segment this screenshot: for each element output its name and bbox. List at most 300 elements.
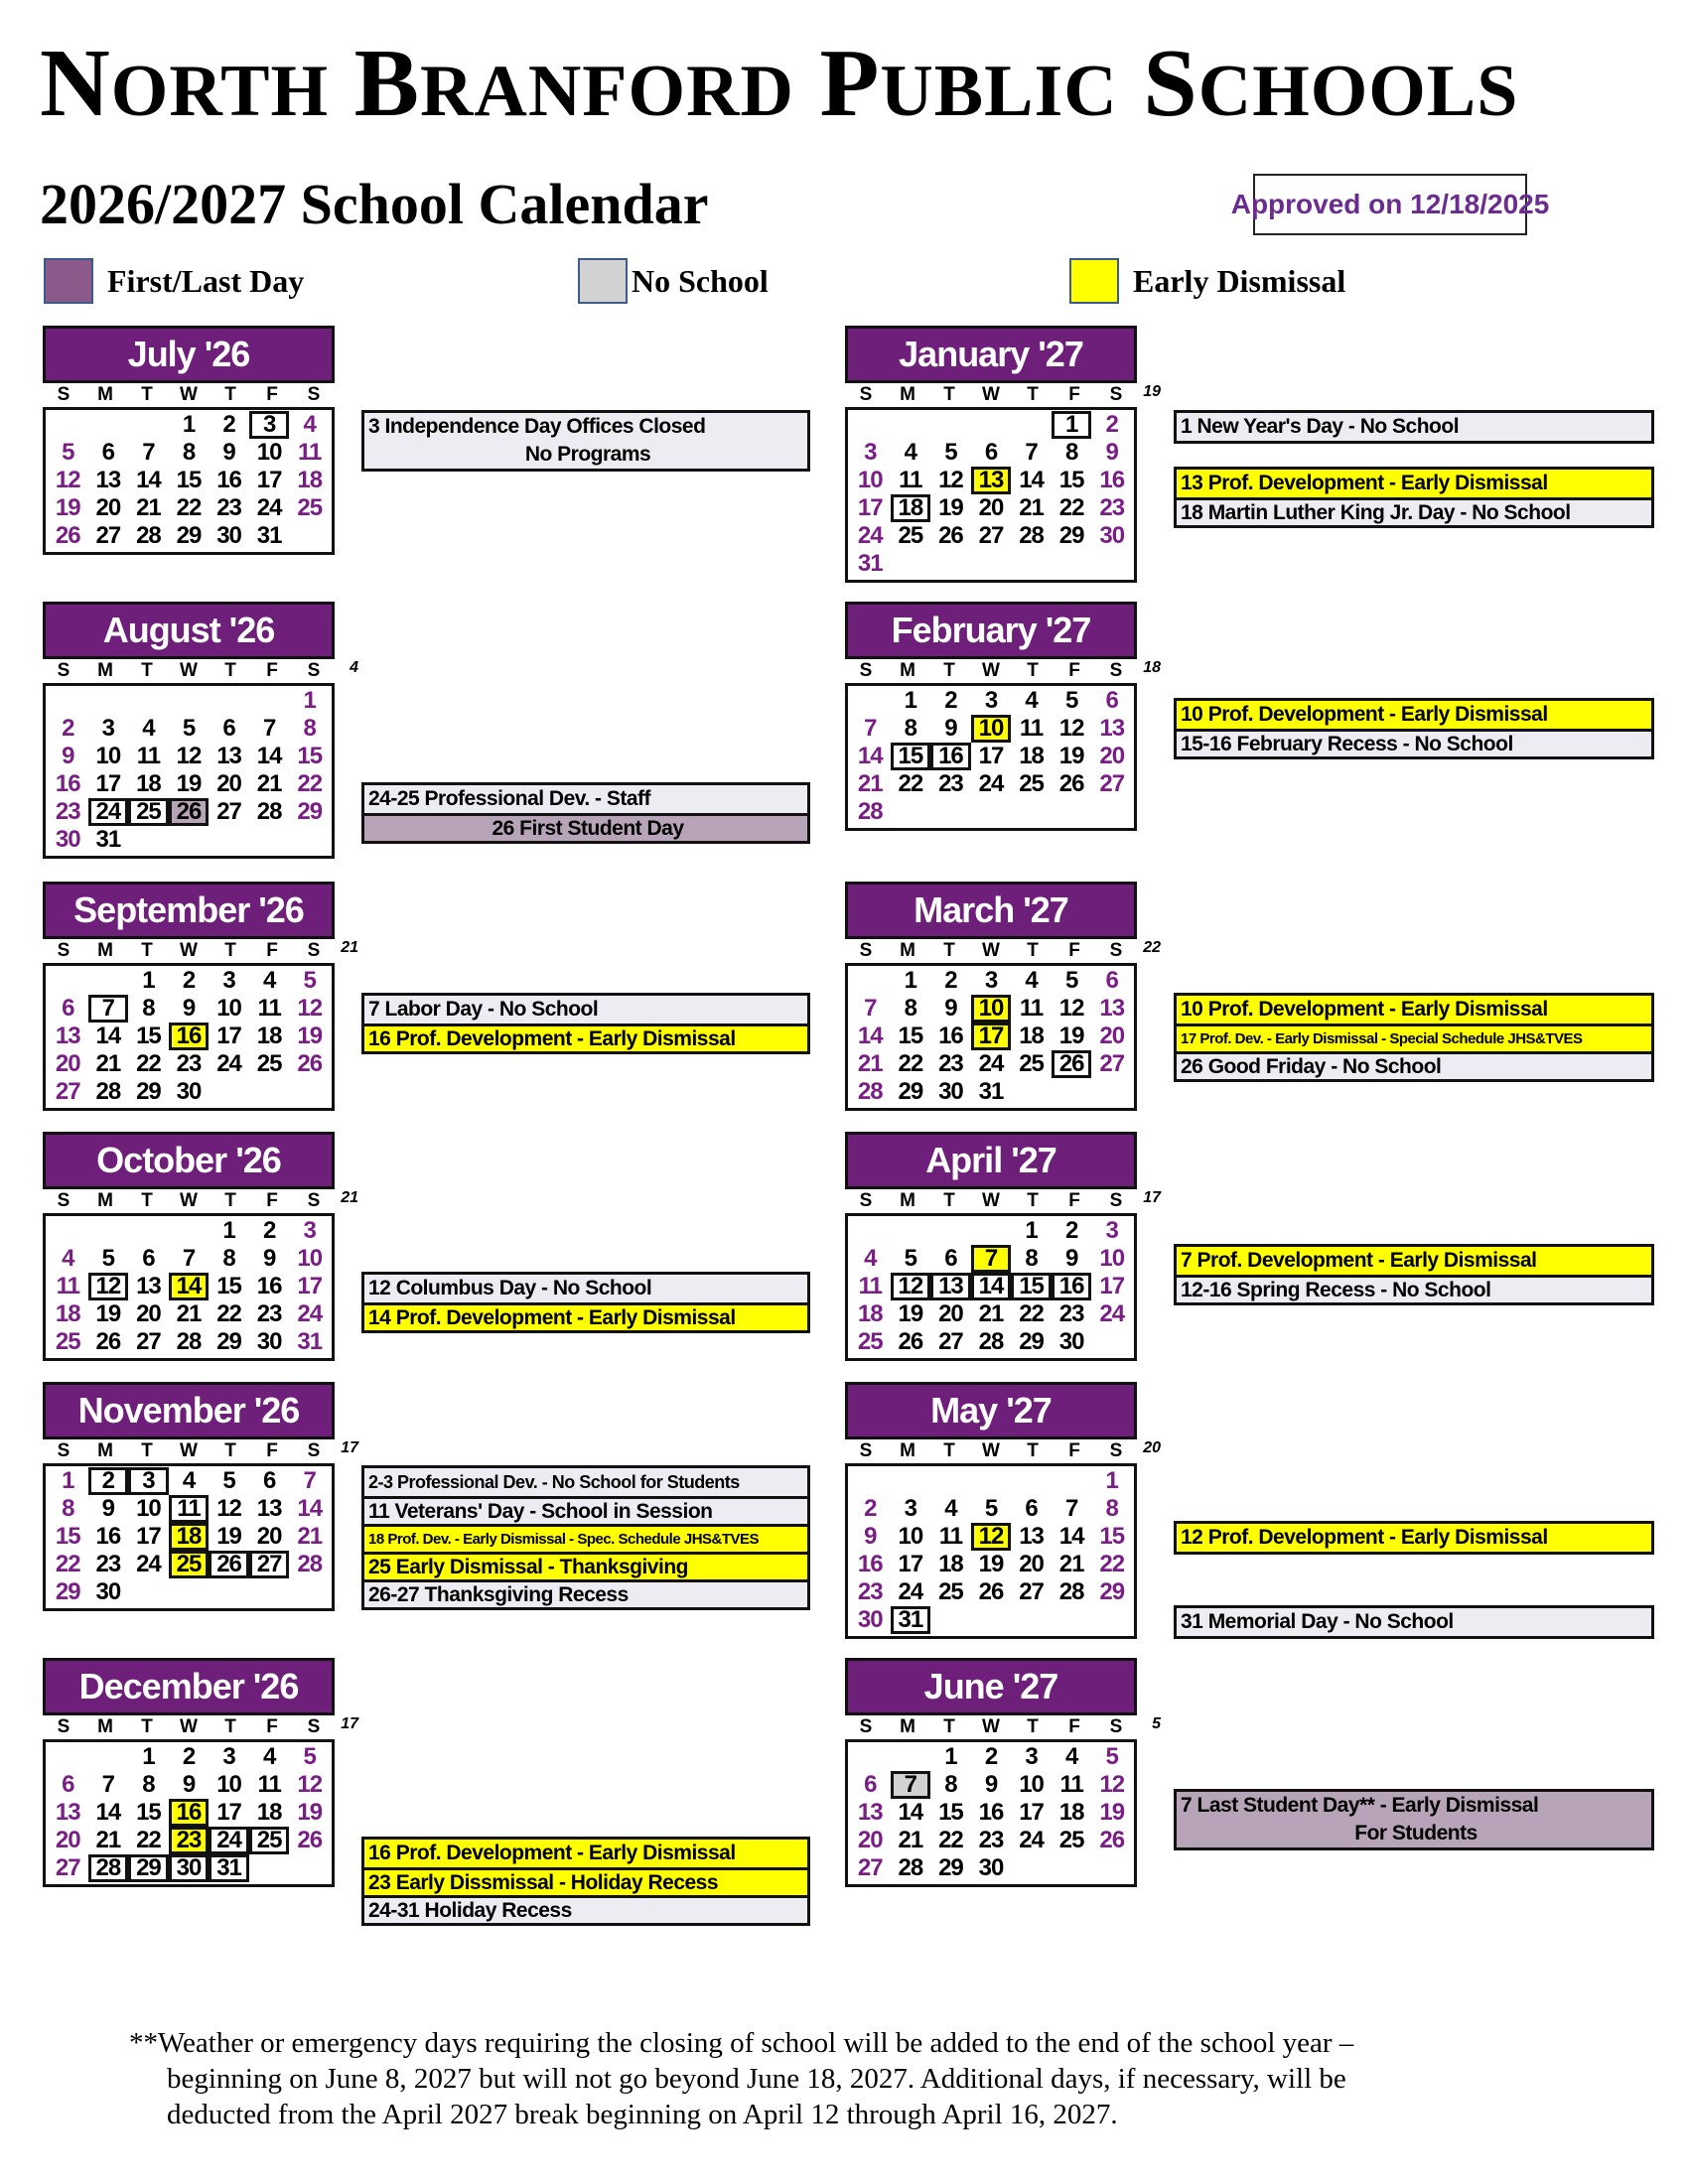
calendar-day: 17 (971, 1023, 1012, 1050)
month-header: March '27 (845, 882, 1137, 939)
calendar-day: 11 (938, 1523, 963, 1550)
event-entry: 16 Prof. Development - Early Dismissal (364, 1024, 807, 1051)
month-january-2027 (845, 326, 1161, 583)
calendar-day: 1 (944, 1743, 957, 1770)
calendar-day: 10 (971, 995, 1012, 1023)
weekday-label: M (97, 1716, 113, 1737)
calendar-day: 25 (1019, 1050, 1044, 1077)
calendar-day: 6 (944, 1245, 957, 1272)
events-february (1174, 698, 1654, 759)
calendar-day: 17 (297, 1273, 323, 1299)
calendar-day: 15 (136, 1023, 161, 1049)
empty-day-cell (88, 967, 129, 995)
calendar-day: 22 (898, 770, 923, 797)
weekday-label: F (1068, 660, 1080, 681)
empty-day-cell (850, 967, 891, 995)
empty-day-cell (850, 1743, 891, 1771)
weekday-label: S (57, 940, 70, 961)
empty-day-cell (850, 1217, 891, 1245)
calendar-day: 24 (297, 1300, 323, 1327)
calendar-day: 17 (978, 743, 1004, 769)
month-august-2026 (43, 602, 358, 859)
event-entry: For Students (1177, 1820, 1651, 1847)
calendar-day: 31 (95, 826, 121, 853)
calendar-day: 10 (1019, 1771, 1044, 1798)
month-header: January '27 (845, 326, 1137, 383)
footnote-line: **Weather or emergency days requiring the closing of school will be added to the end of the school year – (129, 2027, 1354, 2059)
event-entry: 2-3 Professional Dev. - No School for Students (364, 1468, 807, 1496)
weekday-label: W (180, 1190, 198, 1211)
empty-day-cell (289, 826, 330, 854)
events-july (361, 410, 810, 472)
calendar-day: 16 (169, 1799, 210, 1827)
month-march-2027 (845, 882, 1161, 1111)
calendar-day: 31 (857, 550, 883, 577)
empty-day-cell (209, 1078, 249, 1106)
calendar-day: 4 (303, 411, 316, 438)
calendar-day: 8 (182, 439, 196, 466)
calendar-day: 3 (904, 1495, 917, 1522)
calendar-day: 3 (303, 1217, 316, 1244)
calendar-day: 26 (297, 1050, 323, 1077)
weekday-label: F (1068, 384, 1080, 405)
weekday-label: T (1027, 1440, 1039, 1461)
calendar-day: 5 (1064, 967, 1078, 994)
calendar-day: 11 (136, 743, 161, 769)
calendar-day: 27 (938, 1328, 963, 1355)
calendar-day: 23 (176, 1050, 202, 1077)
events-october (361, 1272, 810, 1333)
calendar-day: 14 (95, 1023, 121, 1049)
calendar-day: 20 (136, 1300, 161, 1327)
weekday-label: W (180, 940, 198, 961)
calendar-day: 1 (904, 687, 917, 714)
calendar-day: 2 (182, 967, 196, 994)
calendar-day: 30 (1099, 522, 1125, 549)
weekday-row (43, 1439, 358, 1463)
weekday-row (845, 1189, 1161, 1213)
weekday-label: T (224, 940, 236, 961)
calendar-day: 13 (136, 1273, 161, 1299)
weekday-label: T (1027, 1190, 1039, 1211)
school-day-count: 20 (1143, 1439, 1161, 1456)
calendar-day: 13 (95, 467, 121, 493)
calendar-day: 28 (1058, 1578, 1084, 1605)
calendar-day: 17 (1019, 1799, 1044, 1826)
month-header: July '26 (43, 326, 335, 383)
early-dismissal-swatch (1069, 258, 1119, 304)
weekday-row (43, 1715, 358, 1739)
calendar-day: 23 (978, 1827, 1004, 1853)
empty-day-cell (1011, 1854, 1052, 1882)
event-entry: 25 Early Dismissal - Thanksgiving (364, 1552, 807, 1579)
calendar-day: 30 (978, 1854, 1004, 1881)
event-entry: 26 First Student Day (364, 813, 807, 841)
calendar-day: 8 (142, 995, 155, 1022)
calendar-day: 2 (864, 1495, 877, 1522)
calendar-day: 13 (1019, 1523, 1044, 1550)
empty-day-cell (128, 411, 169, 439)
empty-day-cell (891, 550, 931, 578)
weekday-label: S (307, 1440, 321, 1461)
calendar-day: 31 (209, 1854, 249, 1882)
calendar-day: 12 (297, 1771, 323, 1798)
empty-day-cell (128, 1217, 169, 1245)
calendar-day: 27 (136, 1328, 161, 1355)
calendar-day: 12 (938, 467, 963, 493)
weekday-row (845, 939, 1161, 963)
calendar-day: 7 (971, 1245, 1012, 1273)
month-header: October '26 (43, 1132, 335, 1189)
calendar-day: 18 (1019, 1023, 1044, 1049)
calendar-day: 25 (938, 1578, 963, 1605)
page-title (40, 28, 1518, 139)
calendar-day: 5 (904, 1245, 917, 1272)
calendar-day: 4 (1025, 687, 1038, 714)
calendar-day: 7 (88, 995, 129, 1023)
calendar-day: 20 (857, 1827, 883, 1853)
calendar-day: 5 (303, 967, 316, 994)
calendar-day: 12 (55, 467, 80, 493)
calendar-day: 25 (249, 1827, 290, 1854)
calendar-day: 18 (857, 1300, 883, 1327)
weekday-label: M (97, 1190, 113, 1211)
calendar-day: 22 (1019, 1300, 1044, 1327)
calendar-day: 31 (256, 522, 282, 549)
weekday-row (43, 1189, 358, 1213)
empty-day-cell (289, 1078, 330, 1106)
calendar-day: 14 (898, 1799, 923, 1826)
calendar-day: 6 (222, 715, 235, 742)
calendar-day: 22 (1058, 494, 1084, 521)
calendar-day: 28 (176, 1328, 202, 1355)
calendar-day: 24 (857, 522, 883, 549)
calendar-day: 25 (898, 522, 923, 549)
calendar-day: 24 (898, 1578, 923, 1605)
calendar-day: 30 (216, 522, 241, 549)
weekday-label: M (97, 384, 113, 405)
school-day-count: 22 (1143, 939, 1161, 956)
calendar-day: 30 (256, 1328, 282, 1355)
footnote (129, 2025, 1470, 2132)
weekday-label: M (900, 1190, 915, 1211)
empty-day-cell (289, 1854, 330, 1882)
weekday-label: F (266, 1190, 278, 1211)
calendar-day: 26 (95, 1328, 121, 1355)
day-grid (43, 1739, 335, 1887)
event-entry: 3 Independence Day Offices Closed (364, 413, 807, 441)
empty-day-cell (930, 550, 971, 578)
event-entry: 31 Memorial Day - No School (1177, 1608, 1651, 1636)
calendar-day: 18 (256, 1799, 282, 1826)
calendar-day: 9 (984, 1771, 998, 1798)
calendar-day: 8 (222, 1245, 235, 1272)
calendar-day: 23 (95, 1551, 121, 1577)
weekday-label: M (97, 660, 113, 681)
calendar-day: 29 (1019, 1328, 1044, 1355)
calendar-day: 9 (62, 743, 74, 769)
calendar-day: 12 (1058, 995, 1084, 1022)
weekday-label: T (943, 660, 955, 681)
calendar-day: 12 (297, 995, 323, 1022)
calendar-day: 24 (209, 1827, 249, 1854)
calendar-day: 15 (136, 1799, 161, 1826)
calendar-day: 8 (142, 1771, 155, 1798)
calendar-day: 27 (1099, 770, 1125, 797)
calendar-day: 8 (1105, 1495, 1118, 1522)
calendar-day: 7 (1064, 1495, 1078, 1522)
calendar-subtitle: 2026/2027 School Calendar (40, 172, 709, 236)
school-day-count: 17 (341, 1715, 358, 1732)
calendar-day: 10 (971, 715, 1012, 743)
weekday-label: M (97, 940, 113, 961)
empty-day-cell (1011, 411, 1052, 439)
calendar-day: 12 (1058, 715, 1084, 742)
calendar-day: 22 (136, 1827, 161, 1853)
calendar-day: 31 (297, 1328, 323, 1355)
school-day-count: 21 (341, 939, 358, 956)
weekday-label: M (900, 1440, 915, 1461)
calendar-day: 6 (1105, 687, 1118, 714)
weekday-label: T (224, 660, 236, 681)
calendar-day: 17 (1099, 1273, 1125, 1299)
calendar-day: 19 (176, 770, 202, 797)
month-header: February '27 (845, 602, 1137, 659)
calendar-day: 18 (169, 1523, 210, 1551)
calendar-day: 13 (55, 1799, 80, 1826)
events-april (1174, 1244, 1654, 1305)
event-entry: 10 Prof. Development - Early Dismissal (1177, 701, 1651, 729)
empty-day-cell (88, 687, 129, 715)
calendar-day: 18 (1058, 1799, 1084, 1826)
calendar-day: 3 (1105, 1217, 1118, 1244)
calendar-day: 16 (857, 1551, 883, 1577)
calendar-day: 31 (978, 1078, 1004, 1105)
events-may-1 (1174, 1521, 1654, 1555)
calendar-day: 9 (1064, 1245, 1078, 1272)
empty-day-cell (1091, 1328, 1132, 1356)
weekday-label: S (307, 660, 321, 681)
calendar-day: 12 (216, 1495, 241, 1522)
weekday-label: W (982, 1716, 1000, 1737)
calendar-day: 12 (891, 1273, 931, 1300)
calendar-day: 30 (176, 1078, 202, 1105)
calendar-day: 9 (944, 715, 957, 742)
calendar-day: 22 (297, 770, 323, 797)
school-day-count: 17 (1143, 1189, 1161, 1206)
day-grid (845, 1213, 1137, 1361)
calendar-day: 29 (898, 1078, 923, 1105)
legend-early-dismissal (1069, 256, 1345, 306)
month-september-2026 (43, 882, 358, 1111)
empty-day-cell (128, 687, 169, 715)
weekday-label: S (1109, 1440, 1123, 1461)
empty-day-cell (249, 1578, 290, 1606)
calendar-day: 16 (256, 1273, 282, 1299)
calendar-day: 20 (55, 1050, 80, 1077)
empty-day-cell (850, 411, 891, 439)
calendar-day: 23 (1058, 1300, 1084, 1327)
calendar-day: 2 (1064, 1217, 1078, 1244)
event-entry: 11 Veterans' Day - School in Session (364, 1496, 807, 1524)
calendar-day: 10 (95, 743, 121, 769)
calendar-day: 8 (904, 715, 917, 742)
calendar-day: 16 (55, 770, 80, 797)
calendar-day: 29 (297, 798, 323, 825)
weekday-label: S (859, 1190, 873, 1211)
calendar-day: 1 (904, 967, 917, 994)
calendar-day: 29 (136, 1078, 161, 1105)
events-december (361, 1837, 810, 1926)
weekday-label: T (141, 384, 153, 405)
calendar-day: 27 (1019, 1578, 1044, 1605)
empty-day-cell (891, 1217, 931, 1245)
calendar-day: 13 (857, 1799, 883, 1826)
calendar-day: 6 (142, 1245, 155, 1272)
calendar-day: 22 (176, 494, 202, 521)
weekday-label: W (180, 384, 198, 405)
calendar-day: 15 (216, 1273, 241, 1299)
calendar-day: 30 (169, 1854, 210, 1882)
weekday-label: T (943, 1190, 955, 1211)
empty-day-cell (88, 1743, 129, 1771)
calendar-day: 18 (297, 467, 323, 493)
empty-day-cell (1091, 798, 1132, 826)
calendar-day: 20 (1019, 1551, 1044, 1577)
weekday-label: S (307, 1716, 321, 1737)
calendar-day: 19 (297, 1023, 323, 1049)
calendar-day: 4 (262, 967, 276, 994)
calendar-day: 4 (182, 1467, 196, 1494)
calendar-day: 22 (136, 1050, 161, 1077)
school-day-count: 5 (1152, 1715, 1161, 1732)
calendar-day: 21 (256, 770, 282, 797)
empty-day-cell (1011, 1078, 1052, 1106)
calendar-day: 17 (857, 494, 883, 521)
weekday-label: S (859, 1716, 873, 1737)
month-header: June '27 (845, 1658, 1137, 1715)
calendar-day: 19 (978, 1551, 1004, 1577)
calendar-day: 21 (978, 1300, 1004, 1327)
events-september (361, 993, 810, 1054)
calendar-day: 14 (297, 1495, 323, 1522)
calendar-day: 5 (101, 1245, 115, 1272)
calendar-day: 26 (169, 798, 210, 826)
weekday-row (845, 1439, 1161, 1463)
calendar-day: 3 (864, 439, 877, 466)
calendar-day: 9 (222, 439, 235, 466)
calendar-day: 11 (257, 995, 281, 1022)
calendar-day: 1 (1105, 1467, 1118, 1494)
calendar-day: 3 (222, 1743, 235, 1770)
empty-day-cell (169, 1578, 210, 1606)
calendar-day: 10 (898, 1523, 923, 1550)
calendar-day: 1 (222, 1217, 235, 1244)
school-day-count: 18 (1143, 659, 1161, 676)
calendar-day: 27 (95, 522, 121, 549)
event-entry: No Programs (364, 441, 807, 469)
calendar-day: 27 (1099, 1050, 1125, 1077)
calendar-day: 27 (55, 1854, 80, 1881)
footnote-line: beginning on June 8, 2027 but will not go beyond June 18, 2027. Additional days, if necessary, will be (167, 2063, 1346, 2095)
events-june (1174, 1789, 1654, 1850)
calendar-day: 25 (297, 494, 323, 521)
calendar-day: 25 (55, 1328, 80, 1355)
calendar-day: 16 (216, 467, 241, 493)
empty-day-cell (930, 411, 971, 439)
calendar-day: 8 (1025, 1245, 1038, 1272)
calendar-day: 24 (978, 1050, 1004, 1077)
month-july-2026 (43, 326, 335, 555)
weekday-label: F (266, 1716, 278, 1737)
legend-no-school (578, 256, 769, 306)
event-entry: 7 Last Student Day** - Early Dismissal (1177, 1792, 1651, 1820)
empty-day-cell (1011, 798, 1052, 826)
empty-day-cell (891, 411, 931, 439)
empty-day-cell (1052, 1854, 1092, 1882)
empty-day-cell (1091, 1606, 1132, 1634)
weekday-label: T (224, 384, 236, 405)
weekday-label: S (1109, 384, 1123, 405)
calendar-day: 7 (303, 1467, 316, 1494)
calendar-day: 27 (55, 1078, 80, 1105)
empty-day-cell (48, 1217, 88, 1245)
calendar-day: 11 (899, 467, 922, 493)
empty-day-cell (289, 1578, 330, 1606)
calendar-day: 15 (1011, 1273, 1052, 1300)
weekday-row (845, 383, 1161, 407)
calendar-day: 7 (891, 1771, 931, 1799)
events-march (1174, 993, 1654, 1082)
empty-day-cell (971, 798, 1012, 826)
empty-day-cell (971, 1606, 1012, 1634)
weekday-row (43, 939, 358, 963)
calendar-day: 26 (938, 522, 963, 549)
calendar-day: 2 (944, 687, 957, 714)
weekday-row (845, 659, 1161, 683)
weekday-label: F (266, 660, 278, 681)
legend-label: First/Last Day (107, 262, 305, 299)
calendar-day: 14 (857, 1023, 883, 1049)
calendar-day: 29 (1058, 522, 1084, 549)
calendar-day: 14 (971, 1273, 1012, 1300)
weekday-label: T (943, 384, 955, 405)
event-entry: 15-16 February Recess - No School (1177, 729, 1651, 756)
empty-day-cell (1052, 1467, 1092, 1495)
empty-day-cell (48, 1743, 88, 1771)
calendar-day: 26 (898, 1328, 923, 1355)
event-entry: 18 Martin Luther King Jr. Day - No School (1177, 497, 1651, 525)
calendar-day: 9 (101, 1495, 115, 1522)
calendar-day: 24 (216, 1050, 241, 1077)
empty-day-cell (891, 1467, 931, 1495)
calendar-day: 3 (249, 411, 290, 439)
calendar-day: 1 (1052, 411, 1092, 439)
calendar-day: 14 (1019, 467, 1044, 493)
calendar-day: 3 (1025, 1743, 1038, 1770)
calendar-day: 16 (1052, 1273, 1092, 1300)
weekday-label: W (982, 384, 1000, 405)
approved-badge: Approved on 12/18/2025 (1253, 174, 1527, 235)
calendar-day: 23 (938, 770, 963, 797)
calendar-day: 20 (216, 770, 241, 797)
calendar-day: 6 (1025, 1495, 1038, 1522)
day-grid (845, 683, 1137, 831)
empty-day-cell (1011, 1606, 1052, 1634)
weekday-label: W (180, 660, 198, 681)
calendar-day: 29 (176, 522, 202, 549)
calendar-day: 9 (1105, 439, 1118, 466)
